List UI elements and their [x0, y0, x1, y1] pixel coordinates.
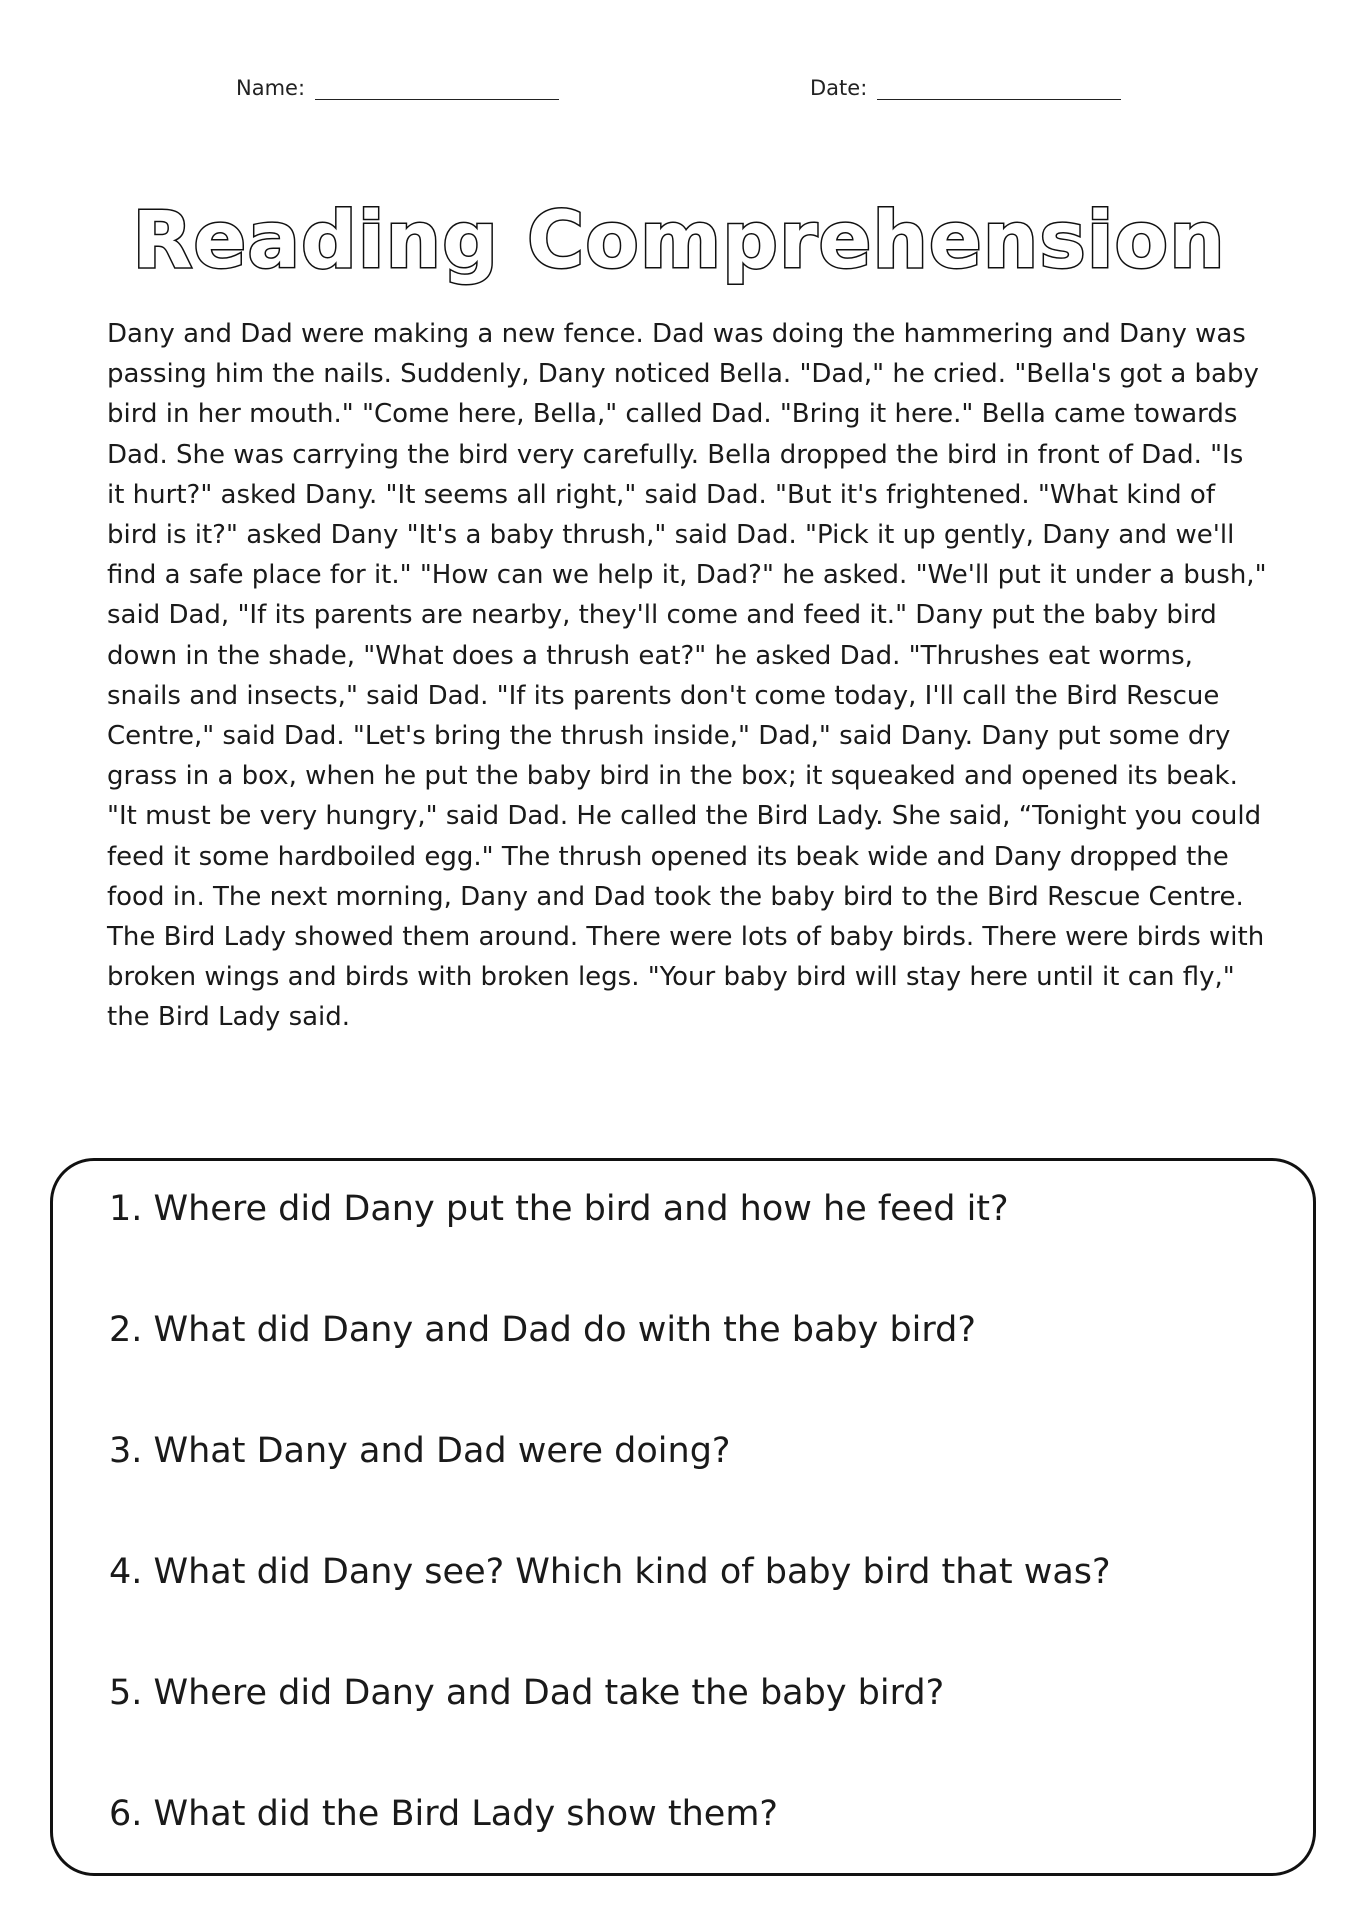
- name-blank-line[interactable]: [315, 79, 559, 100]
- questions-box: [50, 1158, 1316, 1876]
- question-3: 3. What Dany and Dad were doing?: [109, 1431, 731, 1471]
- question-2: 2. What did Dany and Dad do with the baby bird?: [109, 1310, 976, 1350]
- question-5: 5. Where did Dany and Dad take the baby bird?: [109, 1673, 945, 1713]
- date-blank-line[interactable]: [877, 79, 1121, 100]
- question-6: 6. What did the Bird Lady show them?: [109, 1794, 778, 1834]
- date-label: Date:: [810, 76, 868, 100]
- page-title: Reading Comprehension: [132, 196, 1226, 287]
- question-4: 4. What did Dany see? Which kind of baby bird that was?: [109, 1552, 1111, 1592]
- reading-passage: Dany and Dad were making a new fence. Dad was doing the hammering and Dany was passing him the nails. Suddenly, Dany noticed Bella. "Dad," he cried. "Bella's got a baby bird in her mouth." "Come here, Bella," called Dad. "Bring it here." Bella came towards Dad. She was carrying the bird very carefully. Bella dropped the bird in front of Dad. "Is it hurt?" asked Dany. "It seems all right," said Dad. "But it's frightened. "What kind of bird is it?" asked Dany "It's a baby thrush," said Dad. "Pick it up gently, Dany and we'll find a safe place for it." "How can we help it, Dad?" he asked. "We'll put it under a bush," said Dad, "If its parents are nearby, they'll come and feed it." Dany put the baby bird down in the shade, "What does a thrush eat?" he asked Dad. "Thrushes eat worms, snails and insects," said Dad. "If its parents don't come today, I'll call the Bird Rescue Centre," said Dad. "Let's bring the thrush inside," Dad," said Dany. Dany put some dry grass in a box, when he put the baby bird in the box; it squeaked and opened its beak. "It must be very hungry," said Dad. He called the Bird Lady. She said, “Tonight you could feed it some hardboiled egg." The thrush opened its beak wide and Dany dropped the food in. The next morning, Dany and Dad took the baby bird to the Bird Rescue Centre. The Bird Lady showed them around. There were lots of baby birds. There were birds with broken wings and birds with broken legs. "Your baby bird will stay here until it can fly," the Bird Lady said.: [107, 319, 1267, 1033]
- question-1: 1. Where did Dany put the bird and how he feed it?: [109, 1189, 1009, 1229]
- name-label: Name:: [236, 76, 306, 100]
- header-row: [0, 76, 1358, 116]
- date-field: [810, 76, 1121, 100]
- name-field: [236, 76, 559, 100]
